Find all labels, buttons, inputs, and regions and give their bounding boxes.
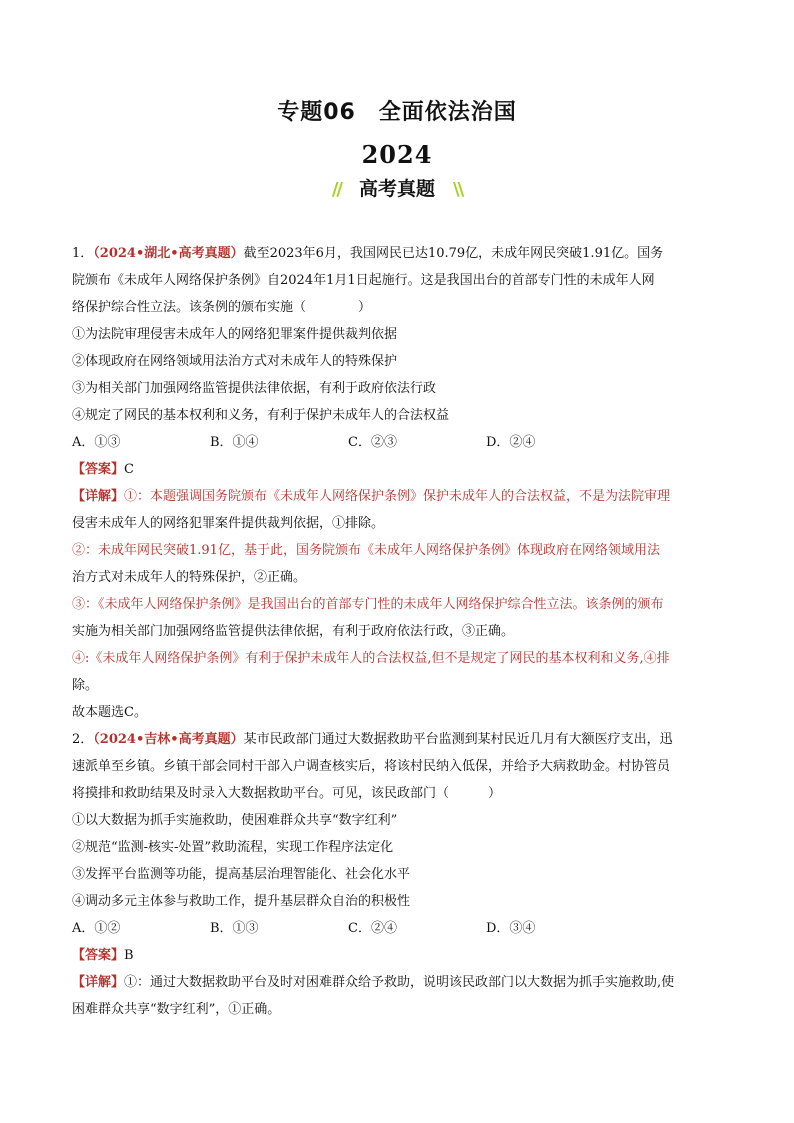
stem-line: 院颁布《未成年人网络保护条例》自2024年1月1日起施行。这是我国出台的首部专门性的未成年人网 [72, 273, 655, 288]
answer-options [72, 429, 722, 456]
statement-item: ①以大数据为抓手实施救助，使困难群众共享“数字红利” [72, 813, 398, 828]
option-a: A．①③ [72, 435, 121, 450]
detail-text: ①：本题强调国务院颁布《未成年人网络保护条例》保护未成年人的合法权益，不是为法院审理 [124, 489, 671, 504]
detail-line: 困难群众共享“数字红利”，①正确。 [72, 1002, 281, 1017]
option-b: B．①③ [210, 921, 259, 936]
stem-line: 截至2023年6月，我国网民已达10.79亿，未成年网民突破1.91亿。国务 [243, 246, 664, 261]
statement-item: ④规定了网民的基本权利和义务，有利于保护未成年人的合法权益 [72, 408, 450, 423]
question-number: 2． [72, 732, 94, 747]
question-2-stem [72, 726, 722, 753]
answer-line [72, 456, 722, 483]
detail-label: 【详解】 [72, 489, 125, 504]
detail-line: 除。 [72, 678, 99, 693]
banner-slashes-right: \\ [453, 179, 463, 200]
question-2 [72, 726, 722, 1023]
question-1-stem [72, 240, 722, 267]
stem-line: 将摸排和救助结果及时录入大数据救助平台。可见，该民政部门（ ） [72, 786, 502, 801]
year-text: 2024 [361, 140, 433, 169]
detail-line [72, 591, 722, 618]
detail-text: ①：通过大数据救助平台及时对困难群众给予救助，说明该民政部门以大数据为抓手实施救助,使 [124, 975, 675, 990]
option-a: A．①② [72, 921, 121, 936]
answer-value: B [124, 948, 134, 963]
question-source: （2024•湖北•高考真题） [93, 246, 244, 261]
option-b: B．①④ [210, 435, 259, 450]
statement-item: ③发挥平台监测等功能，提高基层治理智能化、社会化水平 [72, 867, 411, 882]
detail-line [72, 645, 722, 672]
option-d: D．②④ [486, 435, 536, 450]
detail-text: ④:《未成年人网络保护条例》有利于保护未成年人的合法权益,但不是规定了网民的基本权利和义务,④排 [72, 651, 670, 666]
stem-line: 速派单至乡镇。乡镇干部会同村干部入户调查核实后，将该村民纳入低保，并给予大病救助金。村协管员 [72, 759, 671, 774]
statement-item: ①为法院审理侵害未成年人的网络犯罪案件提供裁判依据 [72, 327, 398, 342]
detail-label: 【详解】 [72, 975, 125, 990]
conclusion-line: 故本题选C。 [72, 705, 147, 720]
answer-label: 【答案】 [72, 462, 125, 477]
banner-label: 高考真题 [351, 172, 443, 207]
detail-line [72, 483, 722, 510]
detail-line: 侵害未成年人的网络犯罪案件提供裁判依据，①排除。 [72, 516, 385, 531]
document-title: 专题06 全面依法治国 [277, 100, 517, 125]
statement-item: ②体现政府在网络领域用法治方式对未成年人的特殊保护 [72, 354, 398, 369]
answer-value: C [124, 462, 134, 477]
option-c: C．②③ [348, 435, 397, 450]
statement-item: ②规范“监测-核实-处置”救助流程，实现工作程序法定化 [72, 840, 394, 855]
detail-line: 实施为相关部门加强网络监管提供法律依据，有利于政府依法行政，③正确。 [72, 624, 515, 639]
detail-text: ③：《未成年人网络保护条例》是我国出台的首部专门性的未成年人网络保护综合性立法。该条例的颁布 [72, 597, 664, 612]
banner-slashes-left: // [331, 179, 341, 200]
stem-line: 络保护综合性立法。该条例的颁布实施（ ） [72, 300, 372, 315]
detail-line [72, 537, 722, 564]
question-number: 1． [72, 246, 94, 261]
answer-label: 【答案】 [72, 948, 125, 963]
statement-item: ④调动多元主体参与救助工作，提升基层群众自治的积极性 [72, 894, 411, 909]
answer-options [72, 915, 722, 942]
option-c: C．②④ [348, 921, 397, 936]
statement-item: ③为相关部门加强网络监管提供法律依据，有利于政府依法行政 [72, 381, 437, 396]
stem-line: 某市民政部门通过大数据救助平台监测到某村民近几月有大额医疗支出，迅 [243, 732, 673, 747]
year-heading [0, 140, 794, 169]
banner-inner [332, 172, 462, 207]
section-banner [0, 172, 794, 207]
detail-line: 治方式对未成年人的特殊保护，②正确。 [72, 570, 307, 585]
answer-line [72, 942, 722, 969]
detail-line [72, 969, 722, 996]
question-content [72, 240, 722, 1023]
question-1 [72, 240, 722, 726]
question-source: （2024•吉林•高考真题） [93, 732, 244, 747]
year-label [362, 140, 433, 169]
option-d: D．③④ [486, 921, 536, 936]
detail-text: ②：未成年网民突破1.91亿，基于此，国务院颁布《未成年人网络保护条例》体现政府在网络领域用法 [72, 543, 660, 558]
